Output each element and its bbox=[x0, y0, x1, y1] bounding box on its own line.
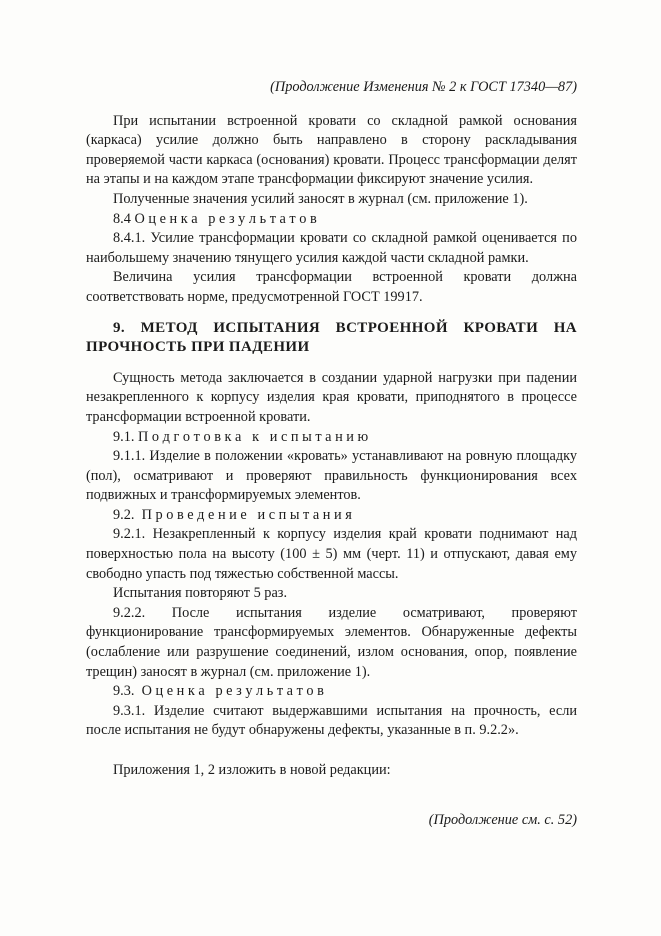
heading-9-1-preparation: 9.1. П о д г о т о в к а к и с п ы т а н и ю bbox=[113, 428, 369, 445]
para-method-essence: Сущность метода заключается в создании ударной нагрузки при падении незакрепленного к корпусу изделия края кровати, приподнятого в процессе трансформации встроенной кровати. bbox=[86, 369, 577, 425]
section-9-title: 9. МЕТОД ИСПЫТАНИЯ ВСТРОЕННОЙ КРОВАТИ НА ПРОЧНОСТЬ ПРИ ПАДЕНИИ bbox=[86, 319, 577, 356]
para-norm-gost-19917: Величина усилия трансформации встроенной кровати должна соответствовать норме, предусмотренной ГОСТ 19917. bbox=[86, 269, 577, 305]
para-repeat-5-times: Испытания повторяют 5 раз. bbox=[113, 585, 288, 602]
para-force-direction: При испытании встроенной кровати со складной рамкой основания (каркаса) усилие должно быть направлено в сторону раскладывания проверяемой части каркаса (основания) кровати. Процесс трансформации делят на этапы и на каждом этапе трансформации фиксируют значение усилия. bbox=[86, 112, 577, 188]
heading-8-4-results-evaluation: 8.4 О ц е н к а р е з у л ь т а т о в bbox=[113, 210, 317, 227]
para-annexes-new-edition: Приложения 1, 2 изложить в новой редакции: bbox=[113, 762, 391, 778]
continuation-header: (Продолжение Изменения № 2 к ГОСТ 17340—87) bbox=[270, 79, 577, 95]
para-9-1-1: 9.1.1. Изделие в положении «кровать» устанавливают на ровную площадку (пол), осматривают и проверяют правильность функционирования всех подвижных и трансформируемых элементов. bbox=[86, 448, 577, 504]
para-9-2-1: 9.2.1. Незакрепленный к корпусу изделия край кровати поднимают над поверхностью пола на высоту (100 ± 5) мм (черт. 11) и отпускают, давая ему свободно упасть под тяжестью собственной массы. bbox=[86, 526, 577, 582]
text-column bbox=[86, 78, 577, 830]
para-9-3-1: 9.3.1. Изделие считают выдержавшими испытания на прочность, если после испытания не будут обнаружены дефекты, указанные в п. 9.2.2». bbox=[86, 702, 577, 739]
para-8-4-1: 8.4.1. Усилие трансформации кровати со складной рамкой оценивается по наибольшему значению тянущего усилия каждой части складной рамки. bbox=[86, 230, 577, 266]
heading-9-3-results-evaluation: 9.3. О ц е н к а р е з у л ь т а т о в bbox=[113, 683, 324, 700]
para-9-2-2: 9.2.2. После испытания изделие осматривают, проверяют функционирование трансформируемых элементов. Обнаруженные дефекты (ослабление или разрушение соединений, излом основания, опор, появление трещин) заносят в журнал (см. приложение 1). bbox=[86, 604, 577, 680]
heading-9-2-conduct: 9.2. П р о в е д е н и е и с п ы т а н и я bbox=[113, 506, 352, 523]
para-journal: Полученные значения усилий заносят в журнал (см. приложение 1). bbox=[113, 190, 528, 207]
continuation-footer: (Продолжение см. с. 52) bbox=[428, 811, 577, 828]
